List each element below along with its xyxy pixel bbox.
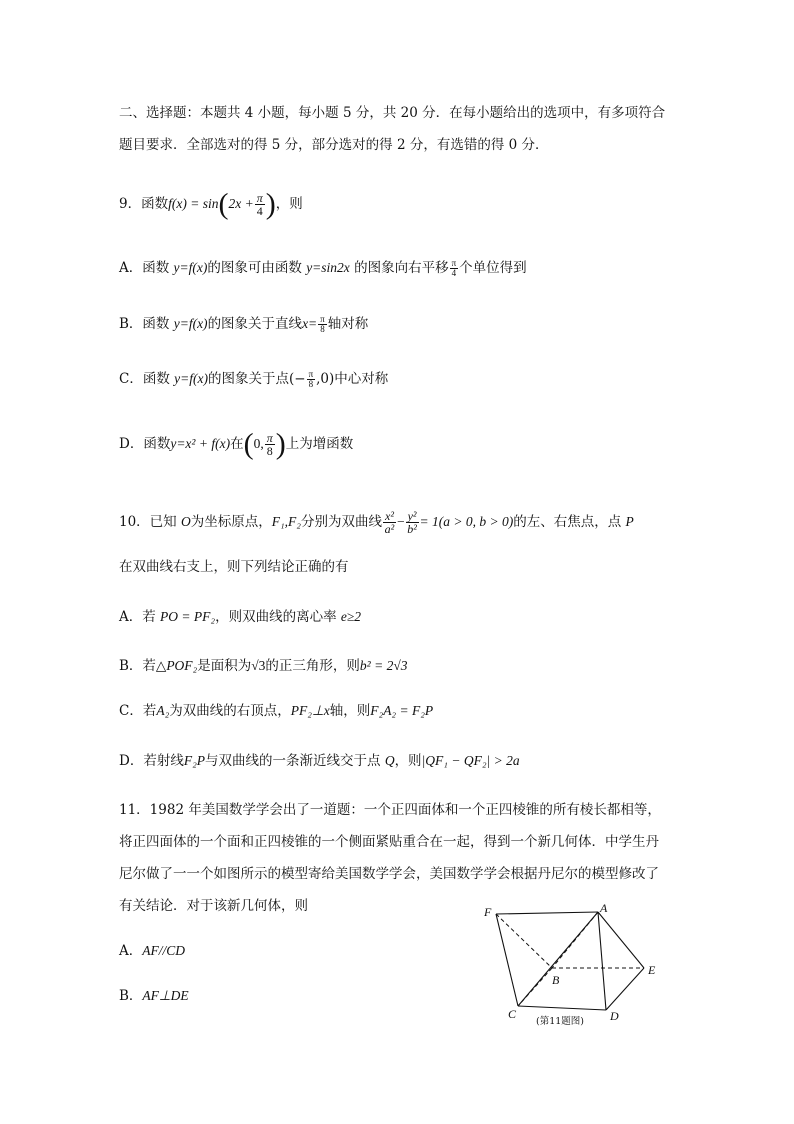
q9-option-c xyxy=(119,369,388,389)
q10-option-d xyxy=(119,751,520,771)
q11-option-b xyxy=(119,986,189,1006)
q10-d-expr2: |QF₁ − QF₂| > 2a xyxy=(421,753,520,768)
q9-d-num: π xyxy=(266,431,273,445)
q9-b-pre: B．函数 xyxy=(119,316,174,332)
q9-a-expr: y=f(x) xyxy=(173,260,208,275)
label-b: B xyxy=(552,973,560,987)
q9-d-left-paren: ( xyxy=(243,427,254,461)
q9-a-post1: 的图象向右平移 xyxy=(349,260,449,276)
q10-d-q: Q xyxy=(384,753,395,768)
edge-cd xyxy=(518,1006,606,1010)
q9-b-var: x= xyxy=(302,316,318,331)
edge-fc xyxy=(496,914,518,1006)
q10-d-expr: F₂P xyxy=(183,753,206,768)
q10-a-pre: A．若 xyxy=(119,609,161,625)
q10-x2: x² xyxy=(385,509,394,523)
q11-option-a xyxy=(119,941,185,961)
edge-fa xyxy=(496,912,598,914)
q10-c-expr: A₂ xyxy=(156,703,170,718)
q11-a-pre: A． xyxy=(119,943,143,959)
q9-c-fraction xyxy=(307,370,316,389)
q11-line1: 11．1982 年美国数学学会出了一道题：一个正四面体和一个正四棱锥的所有棱长都相等， xyxy=(119,802,661,818)
q9-b-expr: y=f(x) xyxy=(173,316,208,331)
q10-line1-c: 分别为双曲线 xyxy=(301,514,382,530)
q9-option-d xyxy=(119,427,354,461)
q10-a-expr: PO = PF₂ xyxy=(160,609,216,624)
q9-d-mid: 在 xyxy=(230,436,244,452)
q9-d-zero: 0, xyxy=(253,436,264,451)
q10-y-fraction xyxy=(406,510,419,535)
q10-x-fraction xyxy=(383,510,396,535)
q11-line3: 尼尔做了一一个如图所示的模型寄给美国数学学会，美国数学学会根据丹尼尔的模型修改了 xyxy=(119,866,659,882)
q9-inner: 2x + xyxy=(228,196,254,211)
q10-b-pre: B．若△ xyxy=(119,658,167,674)
q9-fraction xyxy=(255,192,265,217)
q9-d-den: 8 xyxy=(266,444,273,458)
q10-c-pre: C．若 xyxy=(119,703,157,719)
q10-c-mid2: 轴，则 xyxy=(329,703,371,719)
edge-ae xyxy=(598,912,644,968)
q9-a-num: π xyxy=(451,258,457,268)
q9-a-expr2: y=sin2x xyxy=(306,260,350,275)
figure-caption: (第11题图) xyxy=(536,1016,585,1027)
q10-b-expr: POF₂ xyxy=(166,658,198,673)
q10-line2: 在双曲线右支上，则下列结论正确的有 xyxy=(119,559,349,575)
q9-c-mid: 的图象关于点(− xyxy=(207,371,306,387)
q9-b-den: 8 xyxy=(320,324,325,334)
q9-c-post: ,0)中心对称 xyxy=(316,371,389,387)
q9-b-post: 轴对称 xyxy=(327,316,369,332)
label-c: C xyxy=(508,1007,517,1021)
q9-d-right-paren: ) xyxy=(275,427,286,461)
label-f: F xyxy=(484,905,492,919)
q9-c-den: 8 xyxy=(308,379,314,389)
q10-y2: y² xyxy=(407,509,417,523)
q11-b-expr: AF⊥DE xyxy=(142,988,189,1003)
label-d: D xyxy=(610,1009,619,1023)
q10-c-expr2: PF₂⊥x xyxy=(290,703,330,718)
q11-line4: 有关结论．对于该新几何体，则 xyxy=(119,898,308,914)
q10-c-mid: 为双曲线的右顶点， xyxy=(169,703,291,719)
q11-b-pre: B． xyxy=(119,988,143,1004)
q9-c-pre: C．函数 xyxy=(119,371,175,387)
section-header-line2: 题目要求．全部选对的得 5 分，部分选对的得 2 分，有选错的得 0 分． xyxy=(119,137,549,153)
q9-b-fraction xyxy=(318,315,327,334)
q10-b-expr2: b² = 2√3 xyxy=(359,658,408,673)
q10-a-e: e≥2 xyxy=(340,609,362,624)
q10-option-b xyxy=(119,656,408,676)
q10-line1-d: 的左、右焦点，点 xyxy=(513,514,626,530)
q9-right-paren: ) xyxy=(265,187,276,221)
q10-p: P xyxy=(625,514,634,529)
q10-c-expr3: F₂A₂ = F₂P xyxy=(370,703,434,718)
q10-f1f2: F₁,F₂ xyxy=(271,514,301,529)
q9-pi: π xyxy=(256,191,263,205)
q9-number: 9．函数 xyxy=(119,196,169,212)
q9-left-paren: ( xyxy=(218,187,229,221)
q9-a-post2: 个单位得到 xyxy=(459,260,527,276)
label-a: A xyxy=(600,902,608,915)
edge-ac xyxy=(518,912,598,1006)
q9-a-pre: A．函数 xyxy=(119,260,174,276)
q9-c-num: π xyxy=(308,369,314,379)
q10-d-pre: D．若射线 xyxy=(119,753,184,769)
q10-b-mid: 是面积为 xyxy=(197,658,252,674)
q10-equation: = 1(a > 0, b > 0) xyxy=(419,514,514,529)
q9-option-a xyxy=(119,258,527,278)
question-9-stem xyxy=(119,187,303,221)
q9-four: 4 xyxy=(256,204,263,218)
section-header-line1: 二、选择题：本题共 4 小题，每小题 5 分，共 20 分．在每小题给出的选项中，有多项符合 xyxy=(119,105,666,121)
q10-d-mid2: ，则 xyxy=(394,753,422,769)
q9-d-pre: D．函数 xyxy=(119,436,171,452)
q9-d-expr: y=x² + f(x) xyxy=(170,436,231,451)
edge-fb xyxy=(496,914,552,968)
question-10-stem: 10．已知 O为坐标原点，F₁,F₂分别为双曲线 $\frac{\text{x²}}{\text{a²}}$ − $\frac{\text{y²}}{\text{b²}}$ = 1(a > 0, b > 0)的左、右焦点，点 P xyxy=(119,509,634,536)
edge-ab xyxy=(552,912,598,968)
q10-line1-a: 10．已知 xyxy=(119,514,181,530)
edge-bc xyxy=(518,968,552,1006)
q10-option-a xyxy=(119,607,361,627)
label-e: E xyxy=(648,963,656,977)
edge-de xyxy=(606,968,644,1010)
q9-d-post: 上为增函数 xyxy=(285,436,354,452)
q10-b2: b² xyxy=(407,522,417,536)
edge-ad xyxy=(598,912,606,1010)
q9-c-expr: y=f(x) xyxy=(174,371,208,386)
q9-d-fraction xyxy=(265,432,275,457)
q10-a-post: ，则双曲线的离心率 xyxy=(215,609,341,625)
q11-a-expr: AF//CD xyxy=(142,943,185,958)
q9-a-mid: 的图象可由函数 xyxy=(207,260,307,276)
q10-option-c xyxy=(119,701,433,721)
q10-line1-b: 为坐标原点， xyxy=(190,514,272,530)
q10-a2: a² xyxy=(384,522,395,536)
q9-a-fraction xyxy=(450,259,459,278)
q10-o: O xyxy=(180,514,191,529)
q10-b-mid2: 的正三角形，则 xyxy=(265,658,360,674)
q9-tail: ，则 xyxy=(275,196,303,212)
q9-a-den: 4 xyxy=(451,268,457,278)
q10-b-root: √3 xyxy=(251,658,266,673)
q9-option-b xyxy=(119,314,368,334)
q9-b-num: π xyxy=(320,314,325,324)
q10-d-mid: 与双曲线的一条渐近线交于点 xyxy=(205,753,385,769)
q9-b-mid: 的图象关于直线 xyxy=(207,316,303,332)
q11-geometry-figure xyxy=(478,902,668,1032)
q11-line2: 将正四面体的一个面和正四棱锥的一个侧面紧贴重合在一起，得到一个新几何体．中学生丹 xyxy=(119,834,659,850)
q9-function: f(x) = sin xyxy=(168,196,219,211)
